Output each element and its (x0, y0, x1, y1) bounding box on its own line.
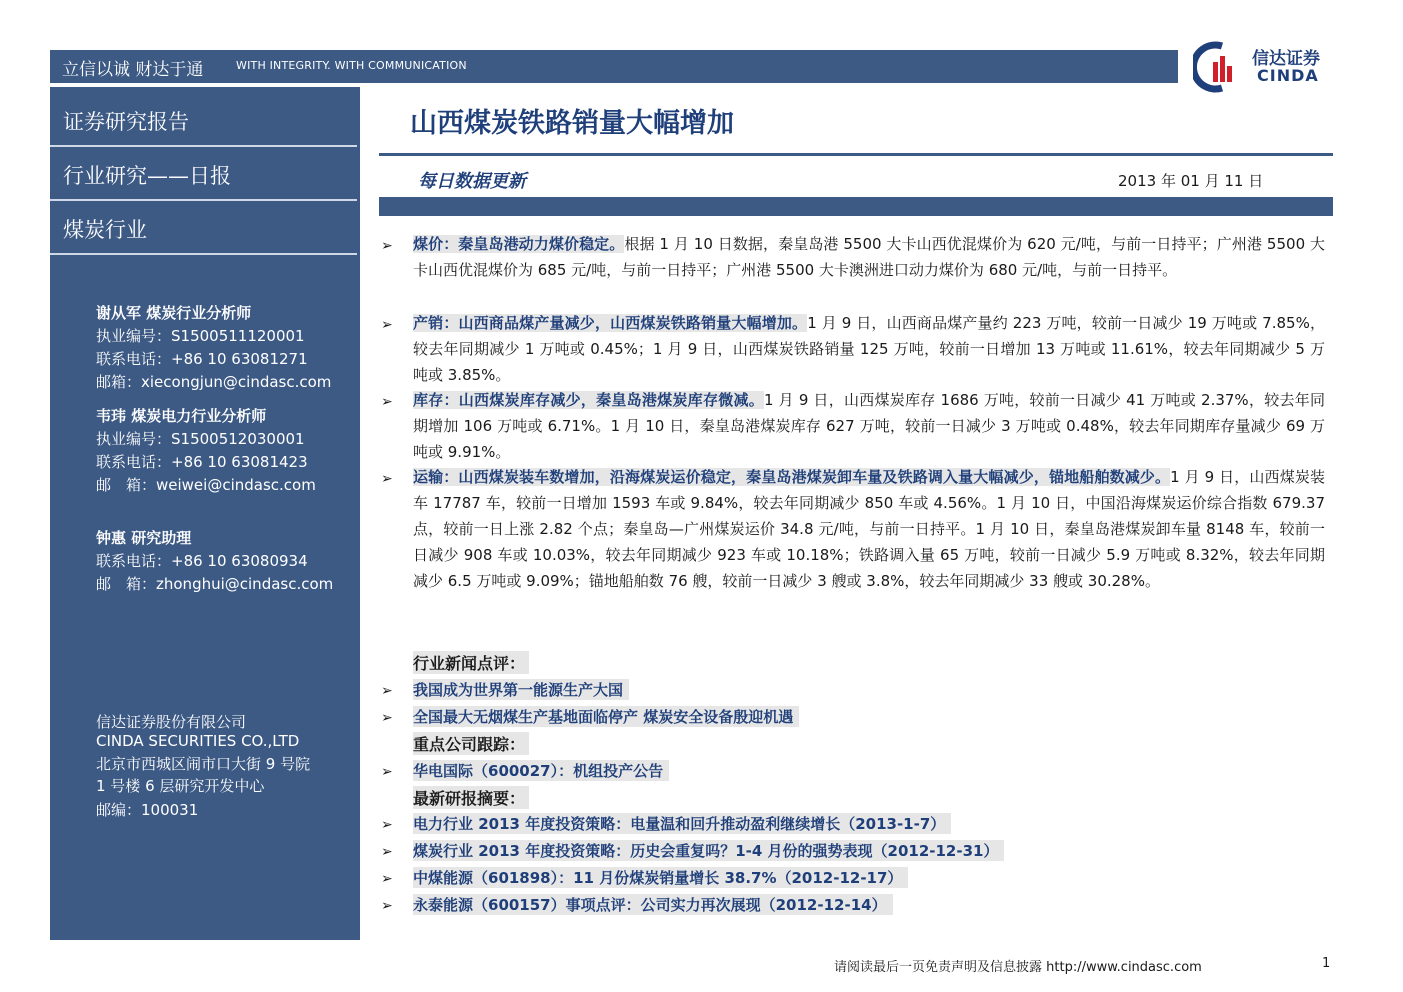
page-title: 山西煤炭铁路销量大幅增加 (410, 108, 734, 139)
bullet-inventory (413, 387, 1325, 465)
bullet-lead: 库存：山西煤炭库存减少，秦皇岛港煤炭库存微减。 (413, 391, 764, 409)
sidebar (50, 87, 360, 940)
bullet-production (413, 310, 1325, 388)
company-name-cn: 信达证券股份有限公司 (96, 713, 247, 731)
logo-text-cn: 信达证券 (1252, 49, 1320, 69)
report-item[interactable]: 煤炭行业 2013 年度投资策略：历史会重复吗？1-4 月份的强势表现（2012-12-31） (413, 840, 1004, 861)
bullet-coal-price (413, 231, 1325, 283)
bullet-arrow-icon: ➢ (381, 844, 393, 860)
bullet-text: 1 月 9 日，山西煤炭库存 1686 万吨，较前一日减少 41 万吨或 2.37%，较去年同期增加 106 万吨或 6.71%。1 月 10 日，秦皇岛港煤炭库存 627 万吨，较前一日减少 3 万吨或 0.48%，较去年同期库存量减少 69 万吨或 9.91%。 (413, 391, 1325, 461)
company-address-2: 1 号楼 6 层研究开发中心 (96, 777, 265, 795)
news-section-heading: 行业新闻点评： (413, 651, 529, 674)
reports-section-heading: 最新研报摘要： (413, 786, 529, 809)
analyst-1-id: 执业编号：S1500511120001 (96, 327, 305, 345)
page-subtitle: 每日数据更新 (418, 171, 526, 192)
bullet-arrow-icon: ➢ (381, 683, 393, 699)
bullet-text: 1 月 9 日，山西煤炭装车 17787 车，较前一日增加 1593 车或 9.84%，较去年同期减少 850 车或 4.56%。1 月 10 日，中国沿海煤炭运价综合指数 679.37 点，较前一日上涨 2.82 个点；秦皇岛—广州煤炭运价 34.8 元/吨，与前一日持平。1 月 10 日，秦皇岛港煤炭卸车量 8148 车，较前一日减少 908 车或 10.03%，较去年同期减少 923 车或 10.18%；铁路调入量 65 万吨，较前一日减少 5.9 万吨或 8.32%，较去年同期减少 6.5 万吨或 9.09%；锚地船舶数 76 艘，较前一日减少 3 艘或 3.8%，较去年同期减少 33 艘或 30.28%。 (413, 468, 1325, 590)
footer-disclaimer[interactable]: 请阅读最后一页免责声明及信息披露 http://www.cindasc.com (834, 960, 1202, 975)
bullet-lead: 煤价：秦皇岛港动力煤价稳定。 (413, 235, 625, 253)
company-item[interactable]: 华电国际（600027）：机组投产公告 (413, 760, 669, 781)
bullet-lead: 运输：山西煤炭装车数增加，沿海煤炭运价稳定，秦皇岛港煤炭卸车量及铁路调入量大幅减少，锚地船舶数减少。 (413, 468, 1171, 486)
sidebar-item-research-type: 行业研究——日报 (63, 164, 231, 188)
title-band (379, 197, 1333, 216)
analyst-2-name: 韦玮 煤炭电力行业分析师 (96, 407, 267, 425)
report-item[interactable]: 电力行业 2013 年度投资策略：电量温和回升推动盈利继续增长（2013-1-7） (413, 813, 951, 834)
analyst-2-phone: 联系电话：+86 10 63081423 (96, 453, 308, 471)
bullet-arrow-icon: ➢ (381, 764, 393, 780)
bullet-arrow-icon: ➢ (381, 394, 393, 410)
logo-text-en: CINDA (1257, 66, 1319, 85)
company-address-1: 北京市西城区闹市口大街 9 号院 (96, 755, 311, 773)
analyst-1-email[interactable]: 邮箱：xiecongjun@cindasc.com (96, 373, 332, 391)
company-section-heading: 重点公司跟踪： (413, 732, 529, 755)
report-item[interactable]: 永泰能源（600157）事项点评：公司实力再次展现（2012-12-14） (413, 894, 893, 915)
bullet-arrow-icon: ➢ (381, 710, 393, 726)
sidebar-divider (50, 253, 357, 255)
news-item[interactable]: 我国成为世界第一能源生产大国 (413, 679, 629, 700)
bullet-arrow-icon: ➢ (381, 317, 393, 333)
bullet-arrow-icon: ➢ (381, 471, 393, 487)
analyst-1-name: 谢从军 煤炭行业分析师 (96, 304, 252, 322)
page-number: 1 (1322, 956, 1331, 971)
bullet-transport (413, 464, 1325, 594)
title-rule (379, 153, 1333, 156)
bullet-text: 根据 1 月 10 日数据，秦皇岛港 5500 大卡山西优混煤价为 620 元/吨，与前一日持平；广州港 5500 大卡山西优混煤价为 685 元/吨，与前一日持平；广州港 5500 大卡澳洲进口动力煤价为 680 元/吨，与前一日持平。 (413, 235, 1325, 279)
analyst-2-id: 执业编号：S1500512030001 (96, 430, 305, 448)
news-item[interactable]: 全国最大无烟煤生产基地面临停产 煤炭安全设备殷迎机遇 (413, 706, 799, 727)
analyst-2-email[interactable]: 邮 箱：weiwei@cindasc.com (96, 476, 316, 494)
report-item[interactable]: 中煤能源（601898）：11 月份煤炭销量增长 38.7%（2012-12-17） (413, 867, 908, 888)
analyst-3-email[interactable]: 邮 箱：zhonghui@cindasc.com (96, 575, 334, 593)
sidebar-item-report-type: 证券研究报告 (63, 110, 189, 134)
analyst-3-phone: 联系电话：+86 10 63080934 (96, 552, 308, 570)
bullet-arrow-icon: ➢ (381, 898, 393, 914)
company-name-en: CINDA SECURITIES CO.,LTD (96, 732, 300, 750)
logo-mark-icon (1193, 40, 1251, 94)
bullet-arrow-icon: ➢ (381, 817, 393, 833)
bullet-lead: 产销：山西商品煤产量减少，山西煤炭铁路销量大幅增加。 (413, 314, 808, 332)
bullet-arrow-icon: ➢ (381, 871, 393, 887)
analyst-1-phone: 联系电话：+86 10 63081271 (96, 350, 308, 368)
slogan-en: WITH INTEGRITY. WITH COMMUNICATION (236, 59, 467, 72)
analyst-3-name: 钟惠 研究助理 (96, 529, 192, 547)
slogan-cn: 立信以诚 财达于通 (62, 60, 204, 80)
sidebar-divider (50, 199, 357, 201)
company-zip: 邮编：100031 (96, 801, 199, 819)
top-banner (50, 50, 1178, 83)
sidebar-divider (50, 145, 357, 147)
report-date: 2013 年 01 月 11 日 (1118, 172, 1264, 190)
sidebar-item-industry: 煤炭行业 (63, 218, 147, 242)
bullet-text: 1 月 9 日，山西商品煤产量约 223 万吨，较前一日减少 19 万吨或 7.85%，较去年同期减少 1 万吨或 0.45%；1 月 9 日，山西煤炭铁路销量 125 万吨，较前一日增加 13 万吨或 11.61%，较去年同期减少 5 万吨或 3.85%。 (413, 314, 1325, 384)
bullet-arrow-icon: ➢ (381, 238, 393, 254)
